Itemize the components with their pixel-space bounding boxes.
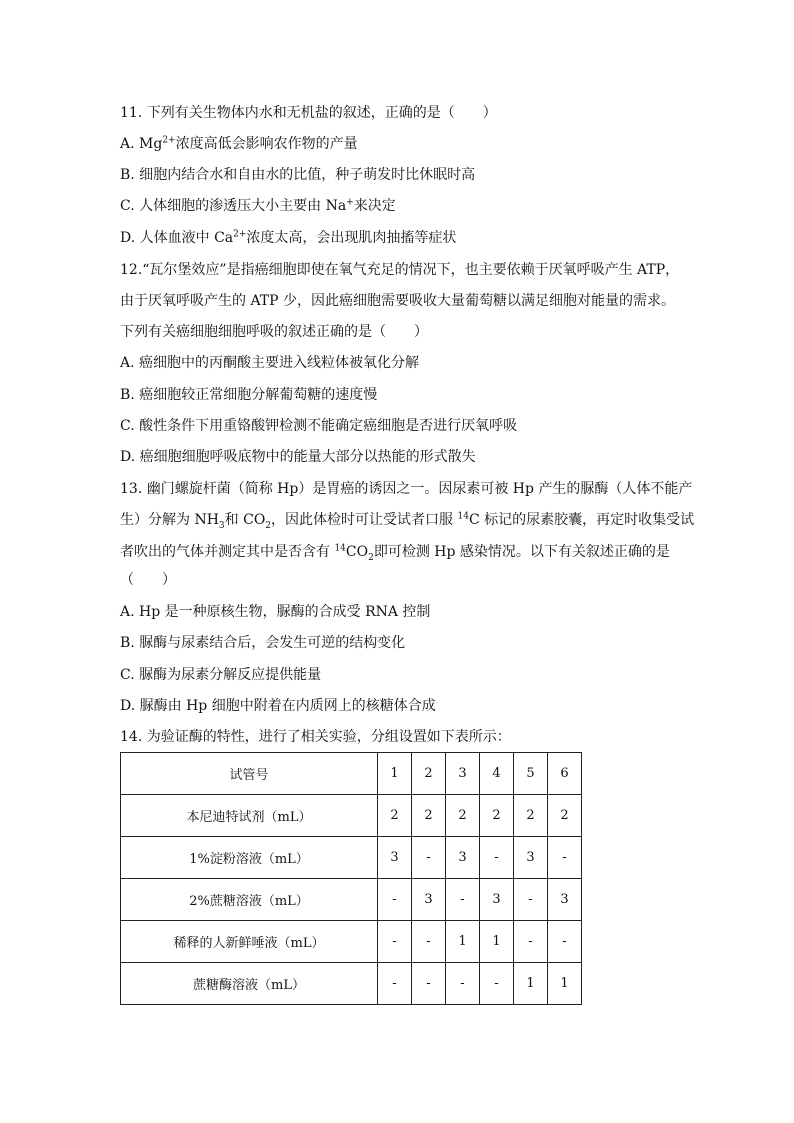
q13-stem-line-2-text-post: C 标记的尿素胶囊，再定时收集受试 (468, 512, 695, 528)
table-header-cell: 6 (548, 753, 582, 795)
q13-stem-line-1: 13. 幽门螺旋杆菌（简称 Hp）是胃癌的诱因之一。因尿素可被 Hp 产生的脲酶（人体不能产 (120, 481, 693, 497)
table-row-label: 稀释的人新鲜唾液（mL） (121, 921, 378, 963)
table-cell: 2 (412, 795, 446, 837)
table-cell: 3 (548, 879, 582, 921)
table-cell: - (446, 963, 480, 1005)
q12-option-c: C. 酸性条件下用重铬酸钾检测不能确定癌细胞是否进行厌氧呼吸 (120, 418, 518, 434)
table-cell: - (514, 879, 548, 921)
q13-option-a: A. Hp 是一种原核生物，脲酶的合成受 RNA 控制 (120, 604, 431, 620)
q13-stem-line-2-text: 生）分解为 NH (120, 512, 219, 528)
q11-stem: 11. 下列有关生物体内水和无机盐的叙述，正确的是（ ） (120, 105, 497, 121)
table-cell: 1 (548, 963, 582, 1005)
q13-option-c: C. 脲酶为尿素分解反应提供能量 (120, 667, 322, 683)
table-cell: 3 (446, 837, 480, 879)
q13-stem-line-2-sub-2: 2 (265, 520, 272, 531)
q13-stem-line-2-text-mid: 和 CO (224, 512, 266, 528)
table-cell: 3 (378, 837, 412, 879)
q11-option-c-sup: + (346, 197, 354, 208)
experiment-table (120, 752, 582, 1005)
table-cell: 3 (480, 879, 514, 921)
q12-stem-line-3: 下列有关癌细胞细胞呼吸的叙述正确的是（ ） (120, 324, 428, 340)
q11-option-d-sup: 2+ (233, 229, 247, 240)
table-cell: 2 (446, 795, 480, 837)
q12-stem-line-2: 由于厌氧呼吸产生的 ATP 少，因此癌细胞需要吸收大量葡萄糖以满足细胞对能量的需求。 (120, 293, 676, 309)
q13-option-d: D. 脲酶由 Hp 细胞中附着在内质网上的核糖体合成 (120, 698, 436, 714)
table-row-label: 本尼迪特试剂（mL） (121, 795, 378, 837)
q11-option-b: B. 细胞内结合水和自由水的比值，种子萌发时比休眠时高 (120, 167, 476, 183)
table-cell: - (378, 921, 412, 963)
table-cell: 2 (378, 795, 412, 837)
table-row-label: 1%淀粉溶液（mL） (121, 837, 378, 879)
q11-option-c (120, 197, 396, 215)
q11-option-c-text-post: 来决定 (353, 198, 396, 214)
table-cell: 2 (480, 795, 514, 837)
table-row-label: 蔗糖酶溶液（mL） (121, 963, 378, 1005)
table-header-cell: 3 (446, 753, 480, 795)
q13-option-b: B. 脲酶与尿素结合后，会发生可逆的结构变化 (120, 635, 406, 651)
table-cell: - (412, 963, 446, 1005)
q13-stem-line-3-text: 者吹出的气体并测定其中是否含有 (120, 544, 335, 560)
q13-stem-line-2 (120, 511, 694, 529)
q12-option-a: A. 癌细胞中的丙酮酸主要进入线粒体被氧化分解 (120, 355, 420, 371)
q14-stem: 14. 为验证酶的特性，进行了相关实验，分组设置如下表所示： (120, 729, 511, 745)
q13-stem-line-4: （ ） (120, 572, 176, 588)
table-header-cell: 5 (514, 753, 548, 795)
q12-option-d: D. 癌细胞细胞呼吸底物中的能量大部分以热能的形式散失 (120, 449, 476, 465)
q13-stem-line-3-sub: 2 (368, 552, 374, 563)
table-cell: - (514, 921, 548, 963)
table-cell: - (378, 963, 412, 1005)
q11-option-a-sup: 2+ (162, 135, 176, 146)
table-row (121, 795, 582, 837)
table-cell: 1 (446, 921, 480, 963)
table-cell: - (412, 837, 446, 879)
q13-stem-line-2-text-mid-2: ，因此体检时可让受试者口服 (271, 512, 458, 528)
table-row (121, 837, 582, 879)
q13-stem-line-2-sup: 14 (457, 511, 469, 522)
table-header-row (121, 753, 582, 795)
q13-stem-line-3-sup: 14 (334, 543, 346, 554)
table-cell: 3 (412, 879, 446, 921)
table-cell: - (446, 879, 480, 921)
table-row (121, 963, 582, 1005)
q13-stem-line-2-sub: 3 (218, 520, 225, 531)
q11-option-c-text: C. 人体细胞的渗透压大小主要由 Na (120, 198, 347, 214)
table-cell: 1 (480, 921, 514, 963)
q11-option-d (120, 229, 456, 247)
table-cell: - (548, 921, 582, 963)
q11-option-d-text-post: 浓度太高，会出现肌肉抽搐等症状 (246, 230, 457, 246)
table-header-cell: 4 (480, 753, 514, 795)
q13-stem-line-3 (120, 543, 670, 561)
q12-stem-line-1: 12.“瓦尔堡效应”是指癌细胞即使在氧气充足的情况下，也主要依赖于厌氧呼吸产生 ATP， (120, 262, 680, 278)
table-cell: - (480, 963, 514, 1005)
q11-option-d-text: D. 人体血液中 Ca (120, 230, 234, 246)
table-cell: - (548, 837, 582, 879)
q11-option-a-text-post: 浓度高低会影响农作物的产量 (175, 136, 358, 152)
table-row-label: 2%蔗糖溶液（mL） (121, 879, 378, 921)
q12-option-b: B. 癌细胞较正常细胞分解葡萄糖的速度慢 (120, 387, 378, 403)
q13-stem-line-3-text-mid: CO (345, 544, 369, 560)
table-cell: 1 (514, 963, 548, 1005)
table-header-cell: 2 (412, 753, 446, 795)
table-cell: 2 (514, 795, 548, 837)
table-row (121, 921, 582, 963)
table-cell: - (412, 921, 446, 963)
table-cell: - (378, 879, 412, 921)
table-cell: 3 (514, 837, 548, 879)
table-row (121, 879, 582, 921)
table-header-label: 试管号 (121, 753, 378, 795)
q13-stem-line-3-text-post: 即可检测 Hp 感染情况。以下有关叙述正确的是 (373, 544, 670, 560)
table-header-cell: 1 (378, 753, 412, 795)
q11-option-a (120, 135, 358, 153)
table-cell: - (480, 837, 514, 879)
q11-option-a-text: A. Mg (120, 136, 163, 152)
table-cell: 2 (548, 795, 582, 837)
